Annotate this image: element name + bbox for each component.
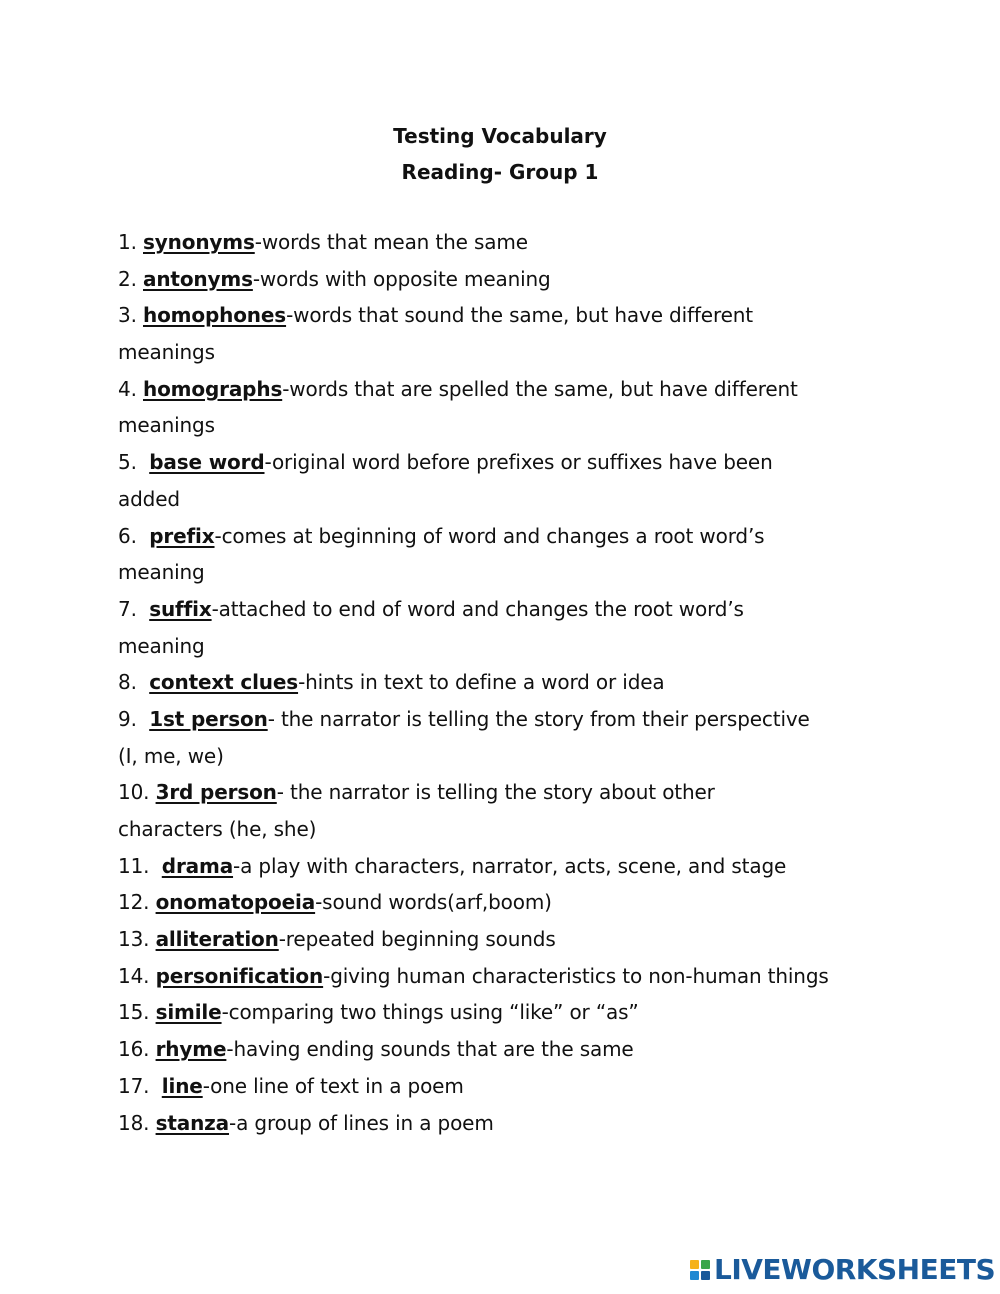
vocab-term: prefix <box>149 523 215 548</box>
vocab-term: antonyms <box>143 266 253 291</box>
vocab-term: onomatopoeia <box>155 890 316 915</box>
term-definition: -words that mean the same <box>254 230 528 254</box>
page-subtitle: Reading- Group 1 <box>401 160 599 184</box>
item-number: 2. <box>118 266 143 291</box>
item-number: 9. <box>118 706 150 731</box>
list-item <box>118 884 898 921</box>
list-item <box>118 1031 898 1068</box>
vocab-term: personification <box>155 963 324 988</box>
item-number: 16. <box>118 1037 156 1062</box>
list-item <box>118 994 898 1031</box>
list-item-continuation <box>118 628 898 665</box>
logo-block <box>690 1271 699 1280</box>
term-definition: -one line of text in a poem <box>202 1073 464 1098</box>
list-item <box>118 371 898 408</box>
list-item <box>118 848 898 885</box>
liveworksheets-logo <box>690 1252 995 1288</box>
list-item-continuation <box>118 334 898 371</box>
logo-blocks-icon <box>690 1260 710 1280</box>
logo-text: LIVEWORKSHEETS <box>714 1253 996 1286</box>
item-number: 6. <box>118 523 150 548</box>
vocab-term: homophones <box>143 303 287 328</box>
item-number: 18. <box>118 1110 156 1135</box>
term-definition: -giving human characteristics to non-human things <box>323 963 829 988</box>
list-item-continuation <box>118 554 898 591</box>
term-definition: -repeated beginning sounds <box>278 927 556 952</box>
term-definition: -words with opposite meaning <box>252 266 551 291</box>
list-item <box>118 921 898 958</box>
term-definition: - the narrator is telling the story about other <box>276 780 715 805</box>
list-item <box>118 224 898 261</box>
term-definition: (I, me, we) <box>118 743 224 768</box>
item-number: 7. <box>118 596 150 621</box>
vocab-term: alliteration <box>155 927 279 952</box>
item-number: 4. <box>118 376 143 401</box>
item-number: 14. <box>118 963 156 988</box>
term-definition: -comparing two things using “like” or “as” <box>221 1000 639 1025</box>
term-definition: characters (he, she) <box>118 817 317 841</box>
logo-block <box>701 1271 710 1280</box>
term-definition: -attached to end of word and changes the root word’s <box>211 596 744 621</box>
list-item <box>118 444 898 481</box>
term-definition: -a group of lines in a poem <box>229 1110 494 1135</box>
item-number: 8. <box>118 670 150 695</box>
vocab-term: simile <box>155 1000 222 1025</box>
page-title: Testing Vocabulary <box>393 124 607 148</box>
list-item-continuation <box>118 811 898 848</box>
term-definition: -having ending sounds that are the same <box>226 1037 634 1062</box>
list-item <box>118 1068 898 1105</box>
term-definition: added <box>118 486 180 511</box>
logo-block <box>690 1260 699 1269</box>
vocab-term: context clues <box>149 670 299 695</box>
list-item <box>118 774 898 811</box>
item-number: 17. <box>118 1073 162 1098</box>
list-item-continuation <box>118 481 898 518</box>
vocab-term: rhyme <box>155 1037 227 1062</box>
list-item <box>118 958 898 995</box>
term-definition: meaning <box>118 560 205 585</box>
list-item <box>118 518 898 555</box>
vocab-term: stanza <box>155 1110 230 1135</box>
vocab-term: line <box>161 1073 203 1098</box>
term-definition: -words that are spelled the same, but have different <box>282 376 798 401</box>
term-definition: -sound words(arf,boom) <box>315 890 552 915</box>
vocab-term: 1st person <box>149 706 268 731</box>
vocab-term: homographs <box>143 376 283 401</box>
term-definition: -hints in text to define a word or idea <box>298 670 665 695</box>
term-definition: - the narrator is telling the story from their perspective <box>267 706 810 731</box>
list-item <box>118 664 898 701</box>
item-number: 10. <box>118 780 156 805</box>
item-number: 12. <box>118 890 156 915</box>
term-definition: -comes at beginning of word and changes a root word’s <box>214 523 765 548</box>
logo-block <box>701 1260 710 1269</box>
item-number: 5. <box>118 450 150 475</box>
list-item-continuation <box>118 407 898 444</box>
list-item <box>118 591 898 628</box>
term-definition: meaning <box>118 633 205 658</box>
list-item <box>118 1105 898 1142</box>
item-number: 1. <box>118 230 143 254</box>
term-definition: -a play with characters, narrator, acts, scene, and stage <box>233 853 787 878</box>
vocab-term: synonyms <box>143 230 255 254</box>
term-definition: meanings <box>118 340 215 365</box>
list-item <box>118 261 898 298</box>
list-item-continuation <box>118 738 898 775</box>
term-definition: -original word before prefixes or suffixes have been <box>264 450 773 475</box>
term-definition: meanings <box>118 413 215 438</box>
term-definition: -words that sound the same, but have different <box>286 303 753 328</box>
vocab-term: base word <box>149 450 265 475</box>
vocabulary-list <box>118 224 898 1141</box>
item-number: 3. <box>118 303 143 328</box>
item-number: 13. <box>118 927 156 952</box>
list-item <box>118 297 898 334</box>
item-number: 11. <box>118 853 162 878</box>
vocab-term: suffix <box>149 596 212 621</box>
item-number: 15. <box>118 1000 156 1025</box>
vocab-term: drama <box>161 853 234 878</box>
list-item <box>118 701 898 738</box>
vocab-term: 3rd person <box>155 780 277 805</box>
